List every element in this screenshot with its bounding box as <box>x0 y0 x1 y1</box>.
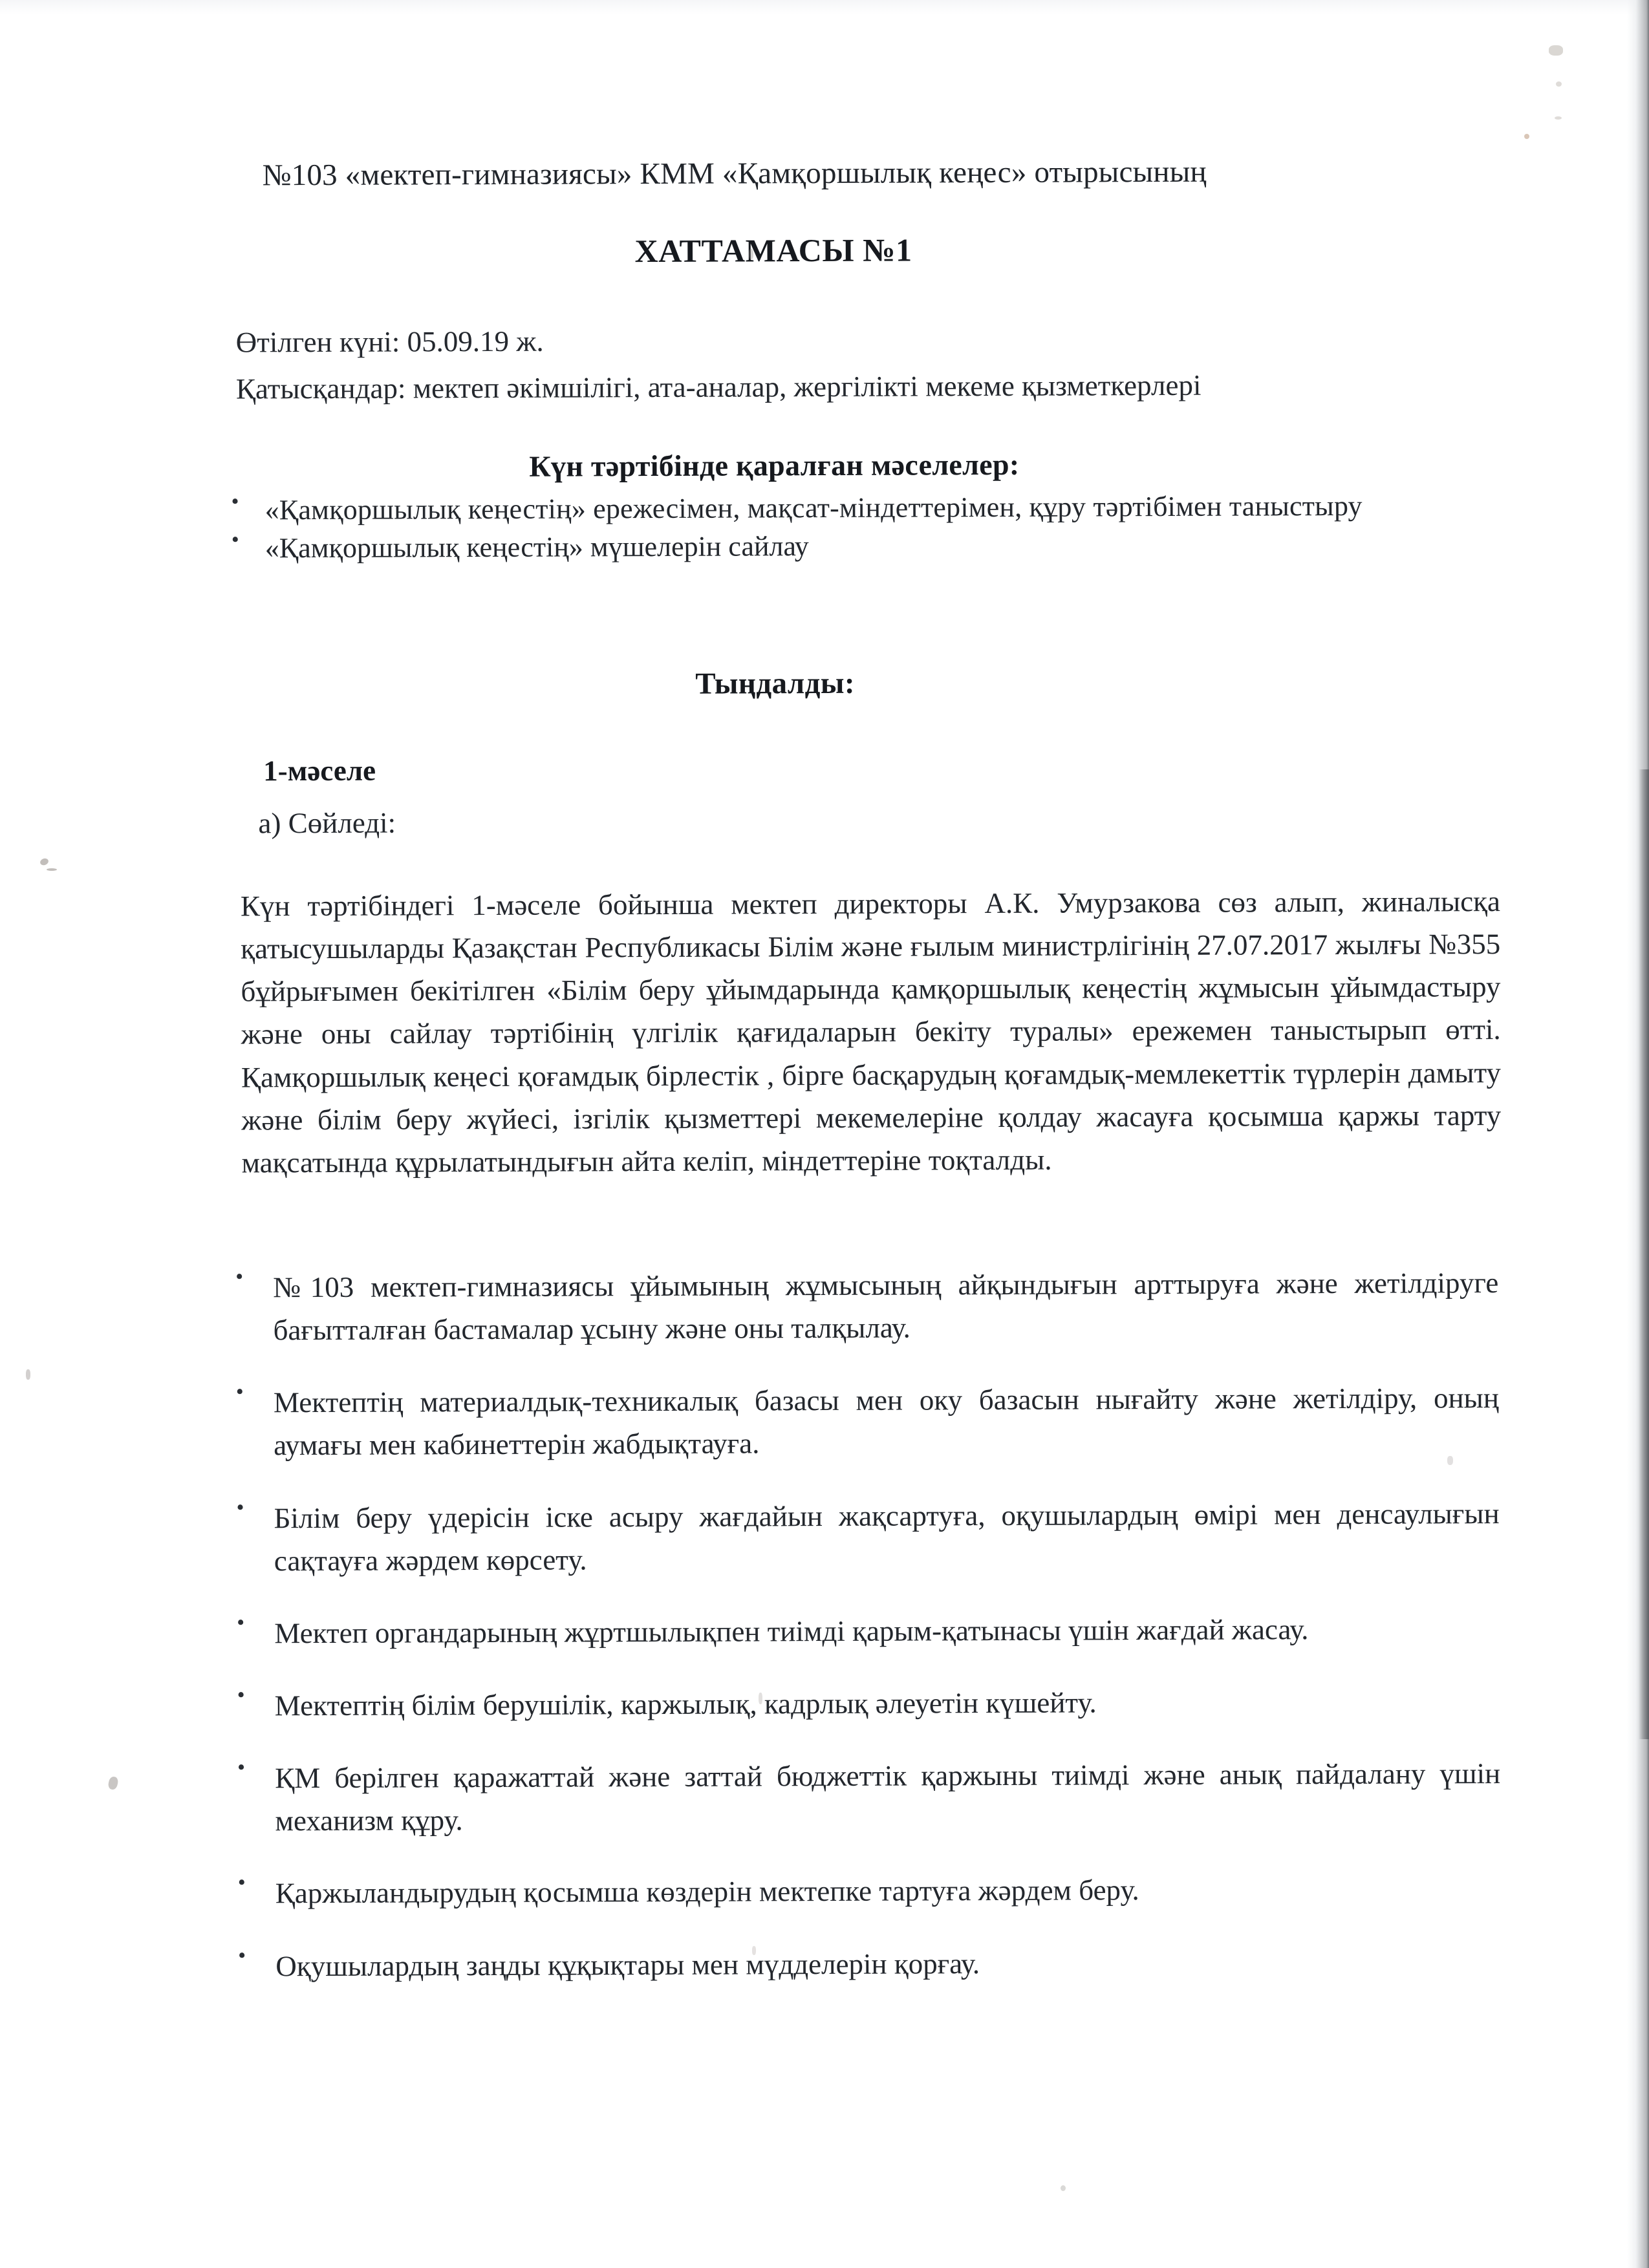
task-list-item <box>223 1680 1500 1728</box>
task-list-item <box>224 1940 1501 1988</box>
task-item-text: Мектептің материалдық-техникалық базасы мен оку базасын нығайту және жетілдіру, оның аумағы мен кабинеттерін жабдықтауға. <box>273 1382 1500 1462</box>
task-list-item <box>223 1752 1500 1843</box>
task-list-item <box>221 1261 1498 1352</box>
agenda-list-item <box>219 487 1491 528</box>
agenda-list <box>219 487 1491 569</box>
speaker-label: а) Сөйледі: <box>258 806 396 840</box>
document-header-line: №103 «мектеп-гимназиясы» КММ «Қамқоршылық кеңес» отырысының <box>262 155 1207 193</box>
question-number-label: 1-мәселе <box>263 754 376 787</box>
task-item-text: Білім беру үдерісін іске асыру жағдайын жақсартуға, оқушылардың өмірі мен денсаулығын сақтауға жәрдем көрсету. <box>274 1497 1500 1577</box>
meeting-date-line: Өтілген күні: 05.09.19 ж. <box>235 325 544 359</box>
agenda-item-text: «Қамқоршылық кеңестің» ережесімен, мақсат-міндеттерімен, құру тәртібімен таныстыру <box>264 489 1363 526</box>
task-list-item <box>222 1376 1499 1467</box>
task-list-item <box>222 1607 1500 1655</box>
agenda-item-text: «Қамқоршылық кеңестің» мүшелерін сайлау <box>264 530 809 564</box>
listened-heading: Тыңдалды: <box>695 666 856 701</box>
body-paragraph: Күн тәртібіндегі 1-мәселе бойынша мектеп директоры А.К. Умурзакова сөз алып, жиналысқа қатысушыларды Қазақстан Республикасы Білім және ғылым министрлігінің 27.07.2017 жылғы №355 бұйрығымен бекітілген «Білім беру ұйымдарында қамқоршылық кеңестің жұмысын ұйымдастыру және оны сайлау тәртібінің үлгілік қағидаларын бекіту туралы» ережемен таныстырып өтті. Қамқоршылық кеңесі қоғамдық бірлестік , бірге басқарудың қоғамдық-мемлекеттік түрлерін дамыту және білім беру жүйесі, ізгілік қызметтері мекемелеріне қолдау жасауға қосымша қаржы тарту мақсатында құрылатындығын айта келіп, міндеттеріне тоқталды. <box>240 884 1502 1179</box>
agenda-heading: Күн тәртібінде қаралған мәселелер: <box>529 447 1020 483</box>
task-item-text: Оқушылардың заңды құқықтары мен мүдделерін қорғау. <box>275 1947 980 1982</box>
task-list-item <box>222 1492 1499 1583</box>
task-item-text: Қаржыландырудың қосымша көздерін мектепке тартуға жәрдем беру. <box>275 1874 1139 1910</box>
task-item-text: Мектеп органдарының жұртшылықпен тиімді қарым-қатынасы үшін жағдай жасау. <box>274 1612 1309 1650</box>
meeting-attendees-line: Қатысқандар: мектеп әкімшілігі, ата-аналар, жергілікті мекеме қызметкерлері <box>235 369 1202 405</box>
task-list <box>221 1261 1501 1987</box>
task-item-text: ҚМ берілген қаражаттай және заттай бюджеттік қаржыны тиімді және анық пайдалану үшін механизм құру. <box>275 1757 1501 1837</box>
task-item-text: Мектептің білім берушілік, каржылық, кадрлық әлеуетін күшейту. <box>274 1686 1097 1722</box>
document-title: ХАТТАМАСЫ №1 <box>634 231 912 270</box>
agenda-list-item <box>219 526 1491 566</box>
task-item-text: №103 мектеп-гимназиясы ұйымының жұмысының айқындығын арттыруға және жетілдіруге бағытталған бастамалар ұсыну және оны талқылау. <box>273 1267 1499 1347</box>
task-list-item <box>224 1867 1501 1915</box>
